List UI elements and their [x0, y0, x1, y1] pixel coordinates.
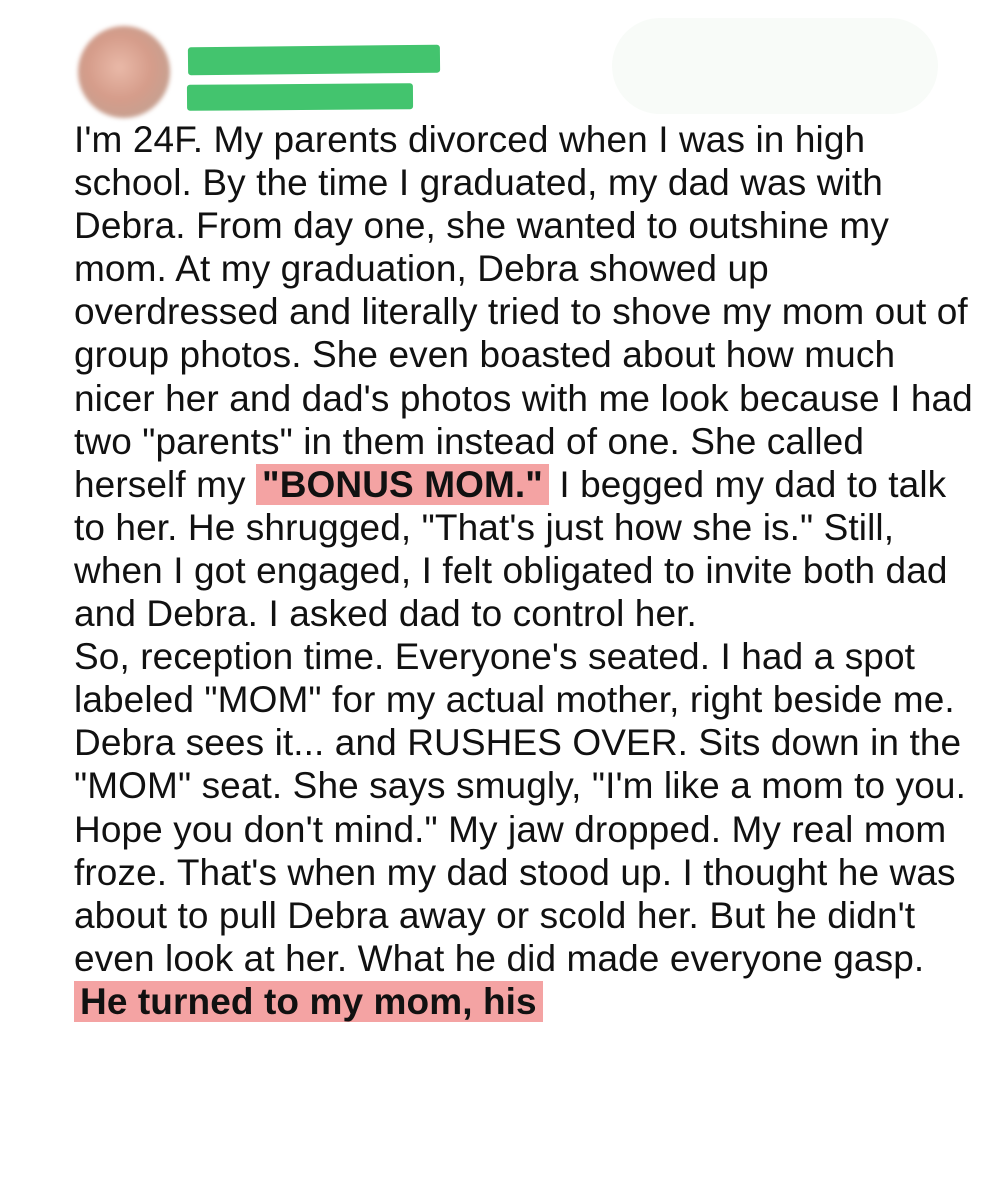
turned-to-mom-highlight: He turned to my mom, his [74, 981, 543, 1022]
post-body [74, 118, 974, 1023]
post-header [0, 0, 1000, 125]
paragraph-1-text: I'm 24F. My parents divorced when I was in high school. By the time I graduated, my dad was with Debra. From day one, she wanted to outshine my mom. At my graduation, Debra showed up overdressed and literally tried to shove my mom out of group photos. She even boasted about how much nicer her and dad's photos with me look because I had two "parents" in them instead of one. She called herself my [74, 119, 973, 505]
paragraph-1-text-continued: I begged my dad to talk to her. He shrugged, "That's just how she is." Still, when I got engaged, I felt obligated to invite both dad and Debra. I asked dad to control her. [74, 463, 948, 635]
story-paragraph-1 [74, 118, 974, 635]
story-paragraph-2 [74, 635, 974, 1023]
bonus-mom-highlight: "BONUS MOM." [256, 464, 549, 505]
paragraph-2-text: So, reception time. Everyone's seated. I had a spot labeled "MOM" for my actual mother, right beside me. Debra sees it... and RUSHES OVER. Sits down in the "MOM" seat. She says smugly, "I'm like a mom to you. Hope you don't mind." My jaw dropped. My real mom froze. That's when my dad stood up. I thought he was about to pull Debra away or scold her. But he didn't even look at her. What he did made everyone gasp. [74, 636, 966, 979]
author-handle-redaction [187, 83, 413, 111]
follow-button-faded[interactable] [612, 18, 938, 114]
author-avatar[interactable] [78, 26, 170, 118]
author-name-redaction [188, 45, 440, 76]
